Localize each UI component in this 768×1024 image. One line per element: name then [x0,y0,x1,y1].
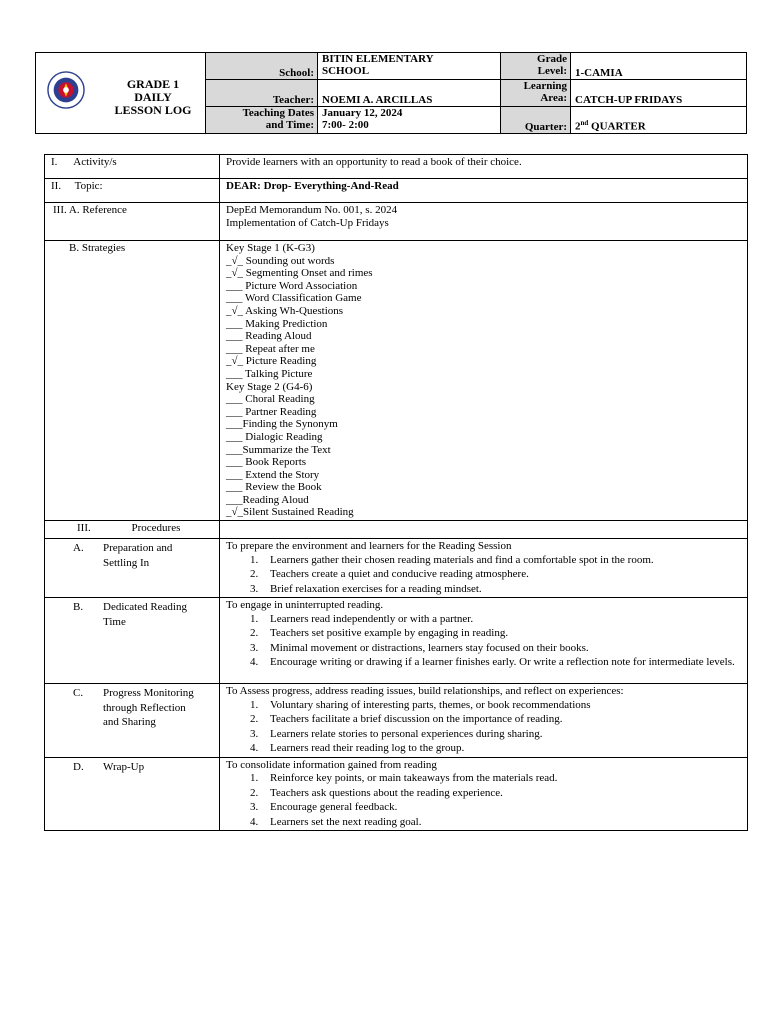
strategy-item: ___ Talking Picture [226,367,313,380]
quarter-word: QUARTER [588,121,646,133]
step-text: Minimal movement or distractions, learners stay focused on their books. [270,641,589,654]
time-value: 7:00- 2:00 [322,119,369,131]
step-item [250,741,741,756]
step-number: 1. [250,698,259,711]
quarter-label: Quarter: [524,121,567,133]
row-label [45,684,220,758]
area-value: CATCH-UP FRIDAYS [575,94,683,106]
procedures-label [45,521,220,539]
dates-label: Teaching Dates [242,107,314,119]
grade-value: 1-CAMIA [575,67,623,79]
step-text: Encourage general feedback. [270,801,398,814]
teacher-label-cell [206,80,318,107]
strategy-item: ___ Dialogic Reading [226,430,323,443]
section-label-line: Wrap-Up [103,760,145,773]
section-letter: D. [73,760,84,773]
school-label: School: [279,67,314,79]
step-number: 4. [250,815,259,828]
row-label: III. A. Reference [45,203,220,241]
procedures-number: III. [77,522,91,535]
area-value-cell [571,80,747,107]
step-text: Learners read independently or with a partner. [270,612,474,625]
steps-list [226,771,741,829]
section-label-line: through Reflection [103,701,186,714]
area-label: Area: [540,92,567,104]
step-text: Reinforce key points, or main takeaways from the materials read. [270,772,558,785]
section-letter: C. [73,687,84,700]
dates-value: January 12, 2024 [322,107,403,119]
step-number: 1. [250,612,259,625]
step-number: 3. [250,641,259,654]
row-label: B. Strategies [45,241,220,521]
quarter-suffix: nd [580,119,589,128]
steps-list [226,612,741,670]
procedures-text: Procedures [131,522,181,535]
reference-line: Implementation of Catch-Up Fridays [226,216,389,229]
step-number: 2. [250,568,259,581]
steps-list [226,698,741,756]
step-item [250,698,741,713]
school-value-cell [318,53,501,80]
step-item [250,771,741,786]
row-label [45,598,220,684]
header-table [35,52,747,134]
table-row [45,203,748,241]
section-label [97,761,144,774]
strategy-item: _√_ Segmenting Onset and rimes [226,267,373,280]
strategy-item: ___ Repeat after me [226,342,315,355]
strategy-item: _√_ Picture Reading [226,355,317,368]
step-number: 3. [250,727,259,740]
step-item [250,612,741,627]
section-label-line: Preparation and [103,542,173,555]
table-row [45,598,748,684]
title-line: GRADE 1 [126,77,180,91]
dates-label: and Time: [265,119,314,131]
table-row [45,179,748,203]
step-item [250,655,741,670]
strategy-item: ___ Making Prediction [226,317,328,330]
section-label-line: and Sharing [103,715,156,728]
step-item [250,727,741,742]
section-label-line: Settling In [103,556,150,569]
strategy-item: ___ Book Reports [226,456,307,469]
title-line: LESSON LOG [114,103,192,117]
step-text: Teachers create a quiet and conducive reading atmosphere. [270,568,529,581]
strategies-list [220,241,748,521]
step-item [250,800,741,815]
school-label-cell [206,53,318,80]
grade-value-cell [571,53,747,80]
dates-label-cell [206,107,318,134]
strategy-item: Key Stage 2 (G4-6) [226,380,313,393]
step-text: Learners gather their chosen reading materials and find a comfortable spot in the room. [270,553,654,566]
strategy-item: _√_ Sounding out words [226,254,335,267]
teacher-value: NOEMI A. ARCILLAS [322,94,433,106]
table-row [45,684,748,758]
lesson-table [44,154,748,831]
strategy-item: ___ Partner Reading [226,405,317,418]
steps-list [226,553,741,597]
title-line: DAILY [134,90,172,104]
quarter-label-cell [501,107,571,134]
section-label [97,601,187,630]
dates-value-cell [318,107,501,134]
reference-line: DepEd Memorandum No. 001, s. 2024 [226,204,398,216]
table-row [45,521,748,539]
section-label-line: Dedicated Reading [103,601,187,614]
progress-content [220,684,748,758]
strategy-item: ___ Review the Book [226,481,322,494]
reference-value [220,203,748,241]
strategy-item: ___ Reading Aloud [226,330,312,343]
strategy-item: ___Finding the Synonym [226,418,338,431]
strategy-item: ___ Word Classification Game [226,292,362,305]
table-row [45,241,748,521]
section-letter: B. [73,601,84,614]
grade-label: Level: [537,65,567,77]
step-text: Encourage writing or drawing if a learner finishes early. Or write a reflection note for intermediate levels. [270,656,735,669]
quarter-number: 2 [575,121,581,133]
section-label-line: Time [103,615,126,628]
strategy-item: _√_Silent Sustained Reading [226,506,354,519]
table-row [45,155,748,179]
section-intro: To consolidate information gained from reading [226,758,437,771]
grade-label: Grade [537,53,567,65]
dedicated-content [220,598,748,684]
area-label-cell [501,80,571,107]
row-label [45,757,220,831]
table-row [45,539,748,598]
quarter-value-cell [571,107,747,134]
school-value: SCHOOL [322,65,370,77]
section-label [97,542,172,571]
empty-cell [220,521,748,539]
step-text: Teachers facilitate a brief discussion on the importance of reading. [270,713,563,726]
strategy-item: ___ Picture Word Association [226,279,358,292]
step-number: 2. [250,627,259,640]
strategy-item: _√_ Asking Wh-Questions [226,304,344,317]
strategy-item: ___Reading Aloud [226,493,309,506]
row-label: II. Topic: [45,179,220,203]
area-label: Learning [523,80,567,92]
step-number: 3. [250,582,259,595]
step-item [250,582,741,597]
row-label [45,539,220,598]
prep-content [220,539,748,598]
step-number: 1. [250,772,259,785]
step-text: Teachers set positive example by engaging in reading. [270,627,509,640]
page-title [98,78,208,117]
section-label-line: Progress Monitoring [103,687,194,700]
step-text: Learners relate stories to personal experiences during sharing. [270,727,543,740]
step-item [250,567,741,582]
header-title-cell [36,53,206,134]
section-intro: To prepare the environment and learners for the Reading Session [226,540,512,553]
step-item [250,712,741,727]
section-intro: To engage in uninterrupted reading. [226,599,384,612]
school-value: BITIN ELEMENTARY [322,53,434,65]
wrapup-content [220,757,748,831]
strategy-item: Key Stage 1 (K-G3) [226,242,315,254]
topic-value: DEAR: Drop- Everything-And-Read [220,179,748,203]
strategy-item: ___ Choral Reading [226,393,315,406]
step-number: 4. [250,656,259,669]
step-text: Brief relaxation exercises for a reading mindset. [270,582,482,595]
step-text: Learners read their reading log to the group. [270,742,465,755]
step-text: Voluntary sharing of interesting parts, themes, or book recommendations [270,698,591,711]
table-row [45,757,748,831]
quarter-value [575,117,742,133]
step-number: 2. [250,786,259,799]
step-text: Teachers ask questions about the reading experience. [270,786,503,799]
step-item [250,786,741,801]
teacher-label: Teacher: [272,94,314,106]
section-label [97,687,194,728]
row-label: I. Activity/s [45,155,220,179]
grade-label-cell [501,53,571,80]
step-item [250,641,741,656]
step-item [250,815,741,830]
strategy-item: ___Summarize the Text [226,443,331,456]
section-letter: A. [73,542,84,555]
step-number: 1. [250,553,259,566]
step-number: 2. [250,713,259,726]
step-number: 3. [250,801,259,814]
section-intro: To Assess progress, address reading issues, build relationships, and reflect on experiences: [226,685,624,698]
activity-value: Provide learners with an opportunity to read a book of their choice. [220,155,748,179]
step-item [250,626,741,641]
step-text: Learners set the next reading goal. [270,815,422,828]
deped-seal-icon [47,71,85,109]
strategy-item: ___ Extend the Story [226,468,320,481]
step-number: 4. [250,742,259,755]
step-item [250,553,741,568]
teacher-value-cell [318,80,501,107]
